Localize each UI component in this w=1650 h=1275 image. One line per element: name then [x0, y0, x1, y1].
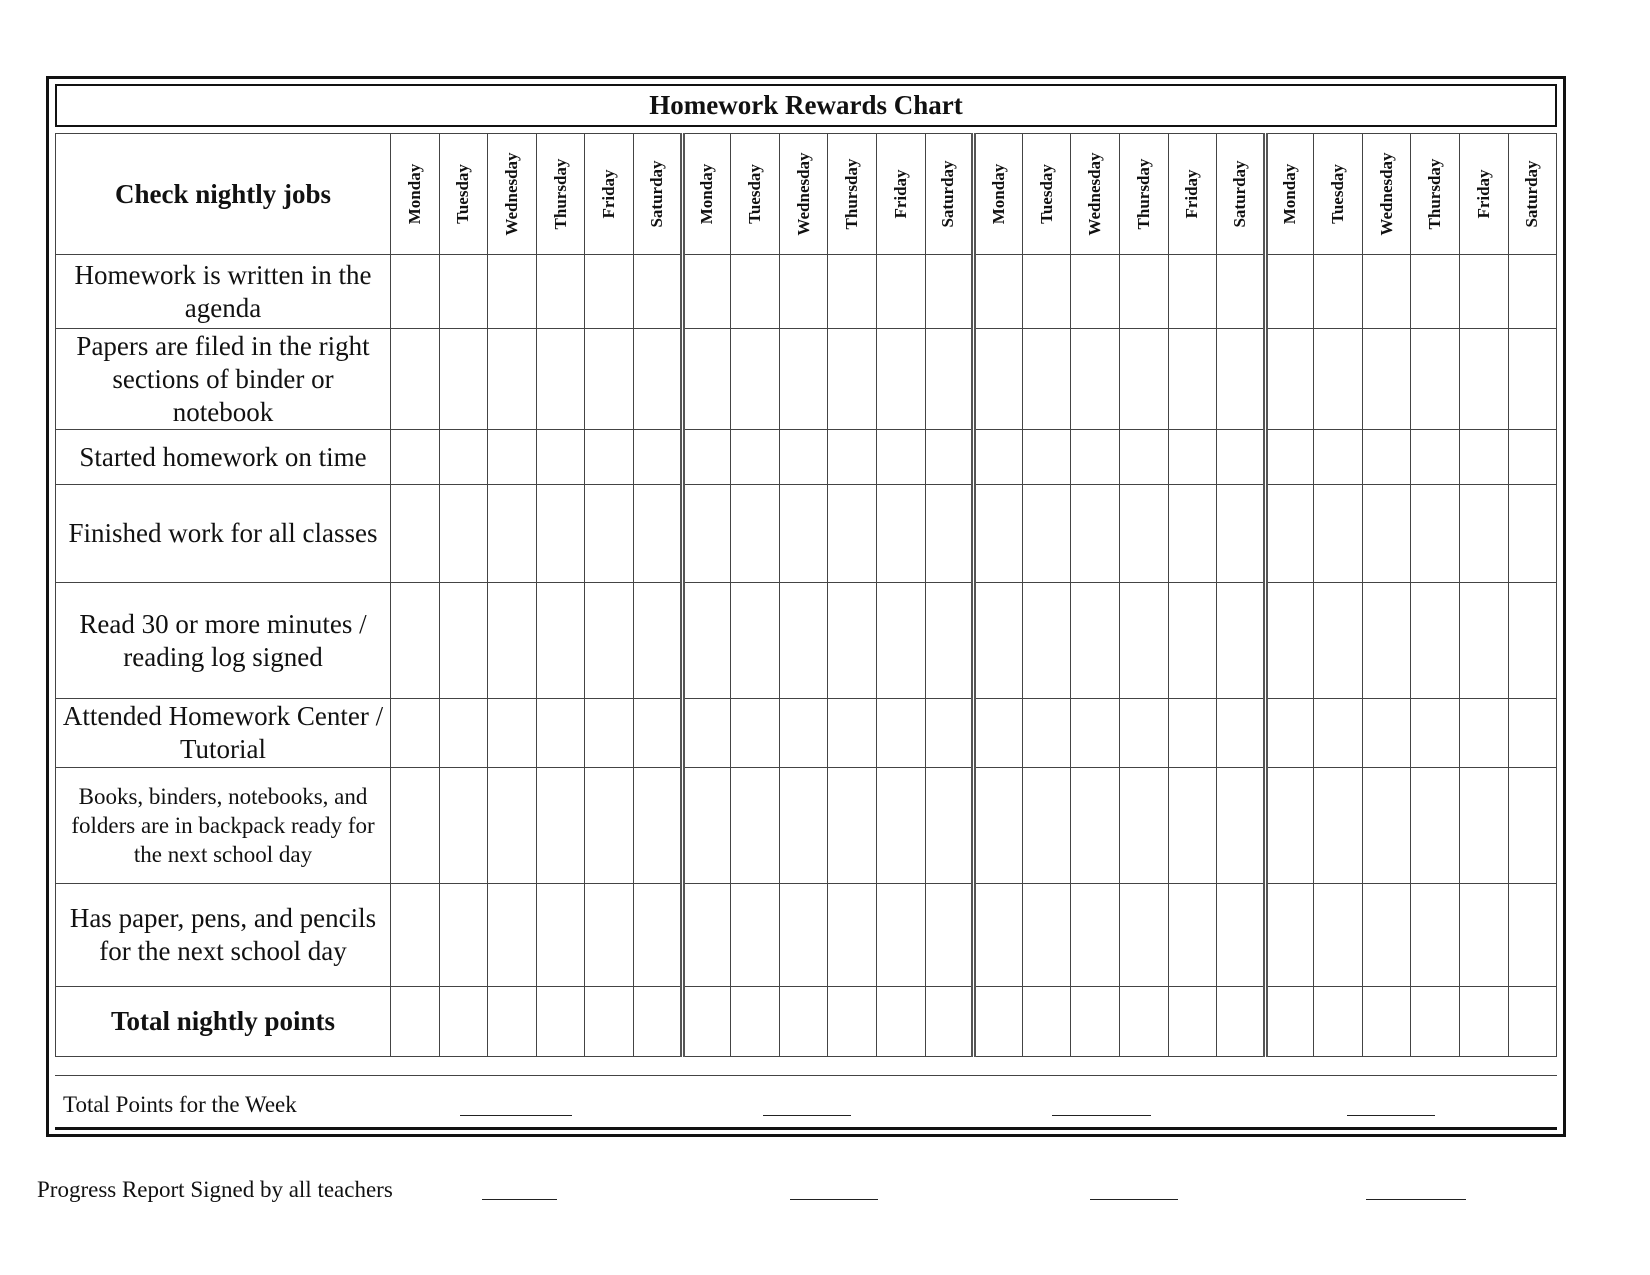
check-cell[interactable]	[1265, 255, 1314, 329]
check-cell[interactable]	[974, 485, 1023, 583]
jobs-column-header: Check nightly jobs	[56, 134, 391, 255]
check-cell[interactable]	[633, 884, 682, 987]
points-cell[interactable]	[779, 987, 828, 1057]
check-cell[interactable]	[731, 583, 780, 699]
check-cell[interactable]	[1362, 884, 1411, 987]
check-cell[interactable]	[1022, 699, 1071, 768]
day-label: Monday	[1280, 163, 1300, 225]
check-cell[interactable]	[488, 485, 537, 583]
check-cell[interactable]	[1508, 329, 1557, 430]
check-cell[interactable]	[1071, 430, 1120, 485]
check-cell[interactable]	[828, 329, 877, 430]
check-cell[interactable]	[585, 699, 634, 768]
check-cell[interactable]	[488, 583, 537, 699]
day-header	[1168, 134, 1217, 255]
check-cell[interactable]	[1314, 699, 1363, 768]
check-cell[interactable]	[682, 884, 731, 987]
day-header	[925, 134, 974, 255]
check-cell[interactable]	[1022, 329, 1071, 430]
day-label: Friday	[599, 169, 619, 219]
check-cell[interactable]	[1508, 768, 1557, 884]
check-cell[interactable]	[1460, 768, 1509, 884]
points-cell[interactable]	[828, 987, 877, 1057]
job-row	[56, 485, 1557, 583]
day-label: Wednesday	[1085, 152, 1105, 236]
check-cell[interactable]	[536, 768, 585, 884]
day-header	[633, 134, 682, 255]
check-cell[interactable]	[1168, 768, 1217, 884]
check-cell[interactable]	[488, 430, 537, 485]
check-cell[interactable]	[1071, 699, 1120, 768]
check-cell[interactable]	[1362, 255, 1411, 329]
check-cell[interactable]	[1411, 255, 1460, 329]
week-total-blank[interactable]	[763, 1115, 851, 1116]
job-row	[56, 768, 1557, 884]
check-cell[interactable]	[439, 430, 488, 485]
day-header-row	[56, 134, 1557, 255]
check-cell[interactable]	[1411, 329, 1460, 430]
day-label: Thursday	[842, 158, 862, 230]
job-label: Attended Homework Center / Tutorial	[56, 699, 391, 768]
check-cell[interactable]	[585, 329, 634, 430]
day-label: Tuesday	[453, 164, 473, 224]
points-cell[interactable]	[1119, 987, 1168, 1057]
points-cell[interactable]	[876, 987, 925, 1057]
check-cell[interactable]	[391, 699, 440, 768]
check-cell[interactable]	[1362, 699, 1411, 768]
check-cell[interactable]	[536, 255, 585, 329]
check-cell[interactable]	[925, 255, 974, 329]
check-cell[interactable]	[779, 583, 828, 699]
day-header	[1314, 134, 1363, 255]
check-cell[interactable]	[1119, 583, 1168, 699]
check-cell[interactable]	[1119, 430, 1168, 485]
check-cell[interactable]	[1168, 699, 1217, 768]
check-cell[interactable]	[1168, 329, 1217, 430]
day-header	[1071, 134, 1120, 255]
check-cell[interactable]	[682, 699, 731, 768]
check-cell[interactable]	[925, 485, 974, 583]
check-cell[interactable]	[876, 768, 925, 884]
day-label: Wednesday	[793, 152, 813, 236]
points-cell[interactable]	[731, 987, 780, 1057]
check-cell[interactable]	[779, 768, 828, 884]
week-total-row	[55, 1075, 1557, 1130]
day-header	[1022, 134, 1071, 255]
check-cell[interactable]	[1265, 699, 1314, 768]
check-cell[interactable]	[1508, 884, 1557, 987]
check-cell[interactable]	[1460, 255, 1509, 329]
check-cell[interactable]	[585, 255, 634, 329]
day-header	[1411, 134, 1460, 255]
check-cell[interactable]	[1362, 768, 1411, 884]
check-cell[interactable]	[1411, 699, 1460, 768]
check-cell[interactable]	[1508, 430, 1557, 485]
homework-rewards-chart	[46, 76, 1566, 1137]
points-cell[interactable]	[1411, 987, 1460, 1057]
day-header	[828, 134, 877, 255]
check-cell[interactable]	[925, 583, 974, 699]
week-total-blank[interactable]	[460, 1115, 572, 1116]
chart-title: Homework Rewards Chart	[55, 84, 1557, 127]
day-label: Monday	[697, 163, 717, 225]
points-cell[interactable]	[536, 987, 585, 1057]
check-cell[interactable]	[1217, 485, 1266, 583]
job-label: Finished work for all classes	[56, 485, 391, 583]
job-row	[56, 583, 1557, 699]
points-cell[interactable]	[488, 987, 537, 1057]
check-cell[interactable]	[974, 329, 1023, 430]
check-cell[interactable]	[876, 884, 925, 987]
job-row	[56, 329, 1557, 430]
check-cell[interactable]	[536, 699, 585, 768]
check-cell[interactable]	[439, 255, 488, 329]
check-cell[interactable]	[1411, 485, 1460, 583]
job-label: Homework is written in the agenda	[56, 255, 391, 329]
check-cell[interactable]	[925, 699, 974, 768]
check-cell[interactable]	[1071, 485, 1120, 583]
check-cell[interactable]	[1460, 485, 1509, 583]
check-cell[interactable]	[536, 485, 585, 583]
check-cell[interactable]	[1460, 699, 1509, 768]
check-cell[interactable]	[876, 485, 925, 583]
day-header	[488, 134, 537, 255]
chart-grid	[55, 133, 1557, 1057]
day-header	[876, 134, 925, 255]
check-cell[interactable]	[1362, 329, 1411, 430]
check-cell[interactable]	[682, 430, 731, 485]
total-nightly-label: Total nightly points	[56, 987, 391, 1057]
points-cell[interactable]	[1314, 987, 1363, 1057]
check-cell[interactable]	[1217, 699, 1266, 768]
job-row	[56, 884, 1557, 987]
day-header	[391, 134, 440, 255]
check-cell[interactable]	[1314, 768, 1363, 884]
check-cell[interactable]	[1217, 884, 1266, 987]
check-cell[interactable]	[876, 329, 925, 430]
day-label: Thursday	[1425, 158, 1445, 230]
day-label: Wednesday	[501, 152, 521, 236]
check-cell[interactable]	[828, 768, 877, 884]
check-cell[interactable]	[1022, 430, 1071, 485]
day-label: Saturday	[938, 160, 958, 228]
check-cell[interactable]	[1411, 768, 1460, 884]
check-cell[interactable]	[1217, 329, 1266, 430]
job-label: Has paper, pens, and pencils for the next school day	[56, 884, 391, 987]
check-cell[interactable]	[1119, 768, 1168, 884]
points-cell[interactable]	[1460, 987, 1509, 1057]
check-cell[interactable]	[1217, 768, 1266, 884]
check-cell[interactable]	[731, 329, 780, 430]
check-cell[interactable]	[439, 329, 488, 430]
check-cell[interactable]	[633, 255, 682, 329]
check-cell[interactable]	[1265, 884, 1314, 987]
day-label: Thursday	[1133, 158, 1153, 230]
check-cell[interactable]	[682, 485, 731, 583]
progress-report-label: Progress Report Signed by all teachers	[37, 1177, 393, 1202]
day-header	[1119, 134, 1168, 255]
check-cell[interactable]	[1119, 884, 1168, 987]
check-cell[interactable]	[779, 884, 828, 987]
check-cell[interactable]	[1168, 255, 1217, 329]
check-cell[interactable]	[391, 884, 440, 987]
progress-signature-blank[interactable]	[1090, 1199, 1178, 1200]
check-cell[interactable]	[1411, 430, 1460, 485]
check-cell[interactable]	[1022, 583, 1071, 699]
check-cell[interactable]	[633, 768, 682, 884]
check-cell[interactable]	[1119, 329, 1168, 430]
points-cell[interactable]	[439, 987, 488, 1057]
check-cell[interactable]	[1217, 430, 1266, 485]
check-cell[interactable]	[828, 699, 877, 768]
check-cell[interactable]	[1071, 329, 1120, 430]
job-row	[56, 430, 1557, 485]
check-cell[interactable]	[633, 430, 682, 485]
check-cell[interactable]	[536, 583, 585, 699]
check-cell[interactable]	[391, 255, 440, 329]
check-cell[interactable]	[1460, 329, 1509, 430]
check-cell[interactable]	[1265, 583, 1314, 699]
points-cell[interactable]	[1022, 987, 1071, 1057]
day-header	[682, 134, 731, 255]
day-label: Wednesday	[1376, 152, 1396, 236]
check-cell[interactable]	[974, 255, 1023, 329]
check-cell[interactable]	[633, 329, 682, 430]
day-header	[974, 134, 1023, 255]
check-cell[interactable]	[1411, 583, 1460, 699]
check-cell[interactable]	[779, 485, 828, 583]
check-cell[interactable]	[828, 583, 877, 699]
check-cell[interactable]	[1071, 884, 1120, 987]
check-cell[interactable]	[1460, 583, 1509, 699]
check-cell[interactable]	[1265, 430, 1314, 485]
day-header	[439, 134, 488, 255]
check-cell[interactable]	[779, 430, 828, 485]
check-cell[interactable]	[731, 485, 780, 583]
day-label: Saturday	[646, 160, 666, 228]
check-cell[interactable]	[439, 699, 488, 768]
day-label: Saturday	[1522, 160, 1542, 228]
job-label: Papers are filed in the right sections of binder or notebook	[56, 329, 391, 430]
points-cell[interactable]	[1217, 987, 1266, 1057]
check-cell[interactable]	[1022, 768, 1071, 884]
check-cell[interactable]	[1168, 583, 1217, 699]
check-cell[interactable]	[439, 583, 488, 699]
check-cell[interactable]	[876, 430, 925, 485]
check-cell[interactable]	[1265, 329, 1314, 430]
day-header	[1460, 134, 1509, 255]
check-cell[interactable]	[1022, 485, 1071, 583]
check-cell[interactable]	[1314, 583, 1363, 699]
check-cell[interactable]	[585, 485, 634, 583]
day-label: Tuesday	[1036, 164, 1056, 224]
check-cell[interactable]	[682, 255, 731, 329]
points-cell[interactable]	[1071, 987, 1120, 1057]
day-label: Friday	[1182, 169, 1202, 219]
check-cell[interactable]	[974, 583, 1023, 699]
check-cell[interactable]	[391, 583, 440, 699]
check-cell[interactable]	[488, 768, 537, 884]
check-cell[interactable]	[682, 329, 731, 430]
check-cell[interactable]	[1022, 255, 1071, 329]
check-cell[interactable]	[828, 255, 877, 329]
check-cell[interactable]	[1265, 485, 1314, 583]
job-row	[56, 255, 1557, 329]
week-total-blank[interactable]	[1052, 1115, 1151, 1116]
check-cell[interactable]	[876, 255, 925, 329]
check-cell[interactable]	[1362, 485, 1411, 583]
check-cell[interactable]	[974, 430, 1023, 485]
day-label: Tuesday	[1328, 164, 1348, 224]
check-cell[interactable]	[633, 485, 682, 583]
check-cell[interactable]	[1411, 884, 1460, 987]
progress-signature-blank[interactable]	[790, 1199, 878, 1200]
check-cell[interactable]	[974, 884, 1023, 987]
points-cell[interactable]	[682, 987, 731, 1057]
check-cell[interactable]	[876, 583, 925, 699]
check-cell[interactable]	[536, 430, 585, 485]
check-cell[interactable]	[536, 329, 585, 430]
job-label: Started homework on time	[56, 430, 391, 485]
day-header	[1217, 134, 1266, 255]
check-cell[interactable]	[1362, 583, 1411, 699]
day-header	[731, 134, 780, 255]
check-cell[interactable]	[439, 768, 488, 884]
check-cell[interactable]	[779, 699, 828, 768]
day-label: Saturday	[1229, 160, 1249, 228]
job-label: Books, binders, notebooks, and folders are in backpack ready for the next school day	[56, 768, 391, 884]
check-cell[interactable]	[488, 255, 537, 329]
check-cell[interactable]	[391, 329, 440, 430]
check-cell[interactable]	[585, 884, 634, 987]
job-label: Read 30 or more minutes / reading log signed	[56, 583, 391, 699]
check-cell[interactable]	[1314, 485, 1363, 583]
points-cell[interactable]	[1362, 987, 1411, 1057]
check-cell[interactable]	[1071, 583, 1120, 699]
check-cell[interactable]	[1022, 884, 1071, 987]
points-cell[interactable]	[1508, 987, 1557, 1057]
check-cell[interactable]	[585, 430, 634, 485]
day-header	[779, 134, 828, 255]
check-cell[interactable]	[488, 329, 537, 430]
check-cell[interactable]	[731, 699, 780, 768]
check-cell[interactable]	[682, 583, 731, 699]
check-cell[interactable]	[488, 699, 537, 768]
points-cell[interactable]	[633, 987, 682, 1057]
check-cell[interactable]	[1071, 768, 1120, 884]
total-nightly-row	[56, 987, 1557, 1057]
day-label: Monday	[404, 163, 424, 225]
check-cell[interactable]	[1168, 430, 1217, 485]
day-label: Thursday	[550, 158, 570, 230]
check-cell[interactable]	[682, 768, 731, 884]
check-cell[interactable]	[1119, 255, 1168, 329]
check-cell[interactable]	[1508, 699, 1557, 768]
check-cell[interactable]	[1460, 430, 1509, 485]
check-cell[interactable]	[925, 329, 974, 430]
check-cell[interactable]	[974, 768, 1023, 884]
week-total-label: Total Points for the Week	[63, 1092, 297, 1117]
check-cell[interactable]	[1119, 699, 1168, 768]
points-cell[interactable]	[974, 987, 1023, 1057]
check-cell[interactable]	[1071, 255, 1120, 329]
check-cell[interactable]	[828, 430, 877, 485]
check-cell[interactable]	[925, 430, 974, 485]
check-cell[interactable]	[1460, 884, 1509, 987]
points-cell[interactable]	[391, 987, 440, 1057]
check-cell[interactable]	[925, 884, 974, 987]
check-cell[interactable]	[1314, 329, 1363, 430]
week-total-blank[interactable]	[1347, 1115, 1435, 1116]
check-cell[interactable]	[633, 583, 682, 699]
points-cell[interactable]	[925, 987, 974, 1057]
check-cell[interactable]	[779, 329, 828, 430]
check-cell[interactable]	[1362, 430, 1411, 485]
check-cell[interactable]	[1314, 255, 1363, 329]
check-cell[interactable]	[391, 430, 440, 485]
progress-signature-blank[interactable]	[482, 1199, 557, 1200]
job-row	[56, 699, 1557, 768]
day-header	[1362, 134, 1411, 255]
day-label: Tuesday	[744, 164, 764, 224]
check-cell[interactable]	[925, 768, 974, 884]
check-cell[interactable]	[1119, 485, 1168, 583]
points-cell[interactable]	[585, 987, 634, 1057]
points-cell[interactable]	[1168, 987, 1217, 1057]
day-header	[536, 134, 585, 255]
check-cell[interactable]	[828, 884, 877, 987]
check-cell[interactable]	[1217, 583, 1266, 699]
check-cell[interactable]	[779, 255, 828, 329]
check-cell[interactable]	[536, 884, 585, 987]
check-cell[interactable]	[1314, 430, 1363, 485]
check-cell[interactable]	[974, 699, 1023, 768]
points-cell[interactable]	[1265, 987, 1314, 1057]
check-cell[interactable]	[1168, 485, 1217, 583]
day-header	[1508, 134, 1557, 255]
check-cell[interactable]	[1508, 485, 1557, 583]
check-cell[interactable]	[731, 255, 780, 329]
check-cell[interactable]	[731, 768, 780, 884]
check-cell[interactable]	[1314, 884, 1363, 987]
check-cell[interactable]	[488, 884, 537, 987]
check-cell[interactable]	[439, 884, 488, 987]
day-label: Monday	[988, 163, 1008, 225]
day-header	[585, 134, 634, 255]
check-cell[interactable]	[731, 430, 780, 485]
check-cell[interactable]	[1265, 768, 1314, 884]
day-header	[1265, 134, 1314, 255]
check-cell[interactable]	[1508, 255, 1557, 329]
check-cell[interactable]	[439, 485, 488, 583]
check-cell[interactable]	[1508, 583, 1557, 699]
day-label: Friday	[1473, 169, 1493, 219]
check-cell[interactable]	[731, 884, 780, 987]
check-cell[interactable]	[391, 768, 440, 884]
check-cell[interactable]	[876, 699, 925, 768]
progress-signature-blank[interactable]	[1366, 1199, 1466, 1200]
check-cell[interactable]	[828, 485, 877, 583]
check-cell[interactable]	[585, 583, 634, 699]
check-cell[interactable]	[633, 699, 682, 768]
check-cell[interactable]	[585, 768, 634, 884]
check-cell[interactable]	[391, 485, 440, 583]
check-cell[interactable]	[1168, 884, 1217, 987]
check-cell[interactable]	[1217, 255, 1266, 329]
day-label: Friday	[890, 169, 910, 219]
